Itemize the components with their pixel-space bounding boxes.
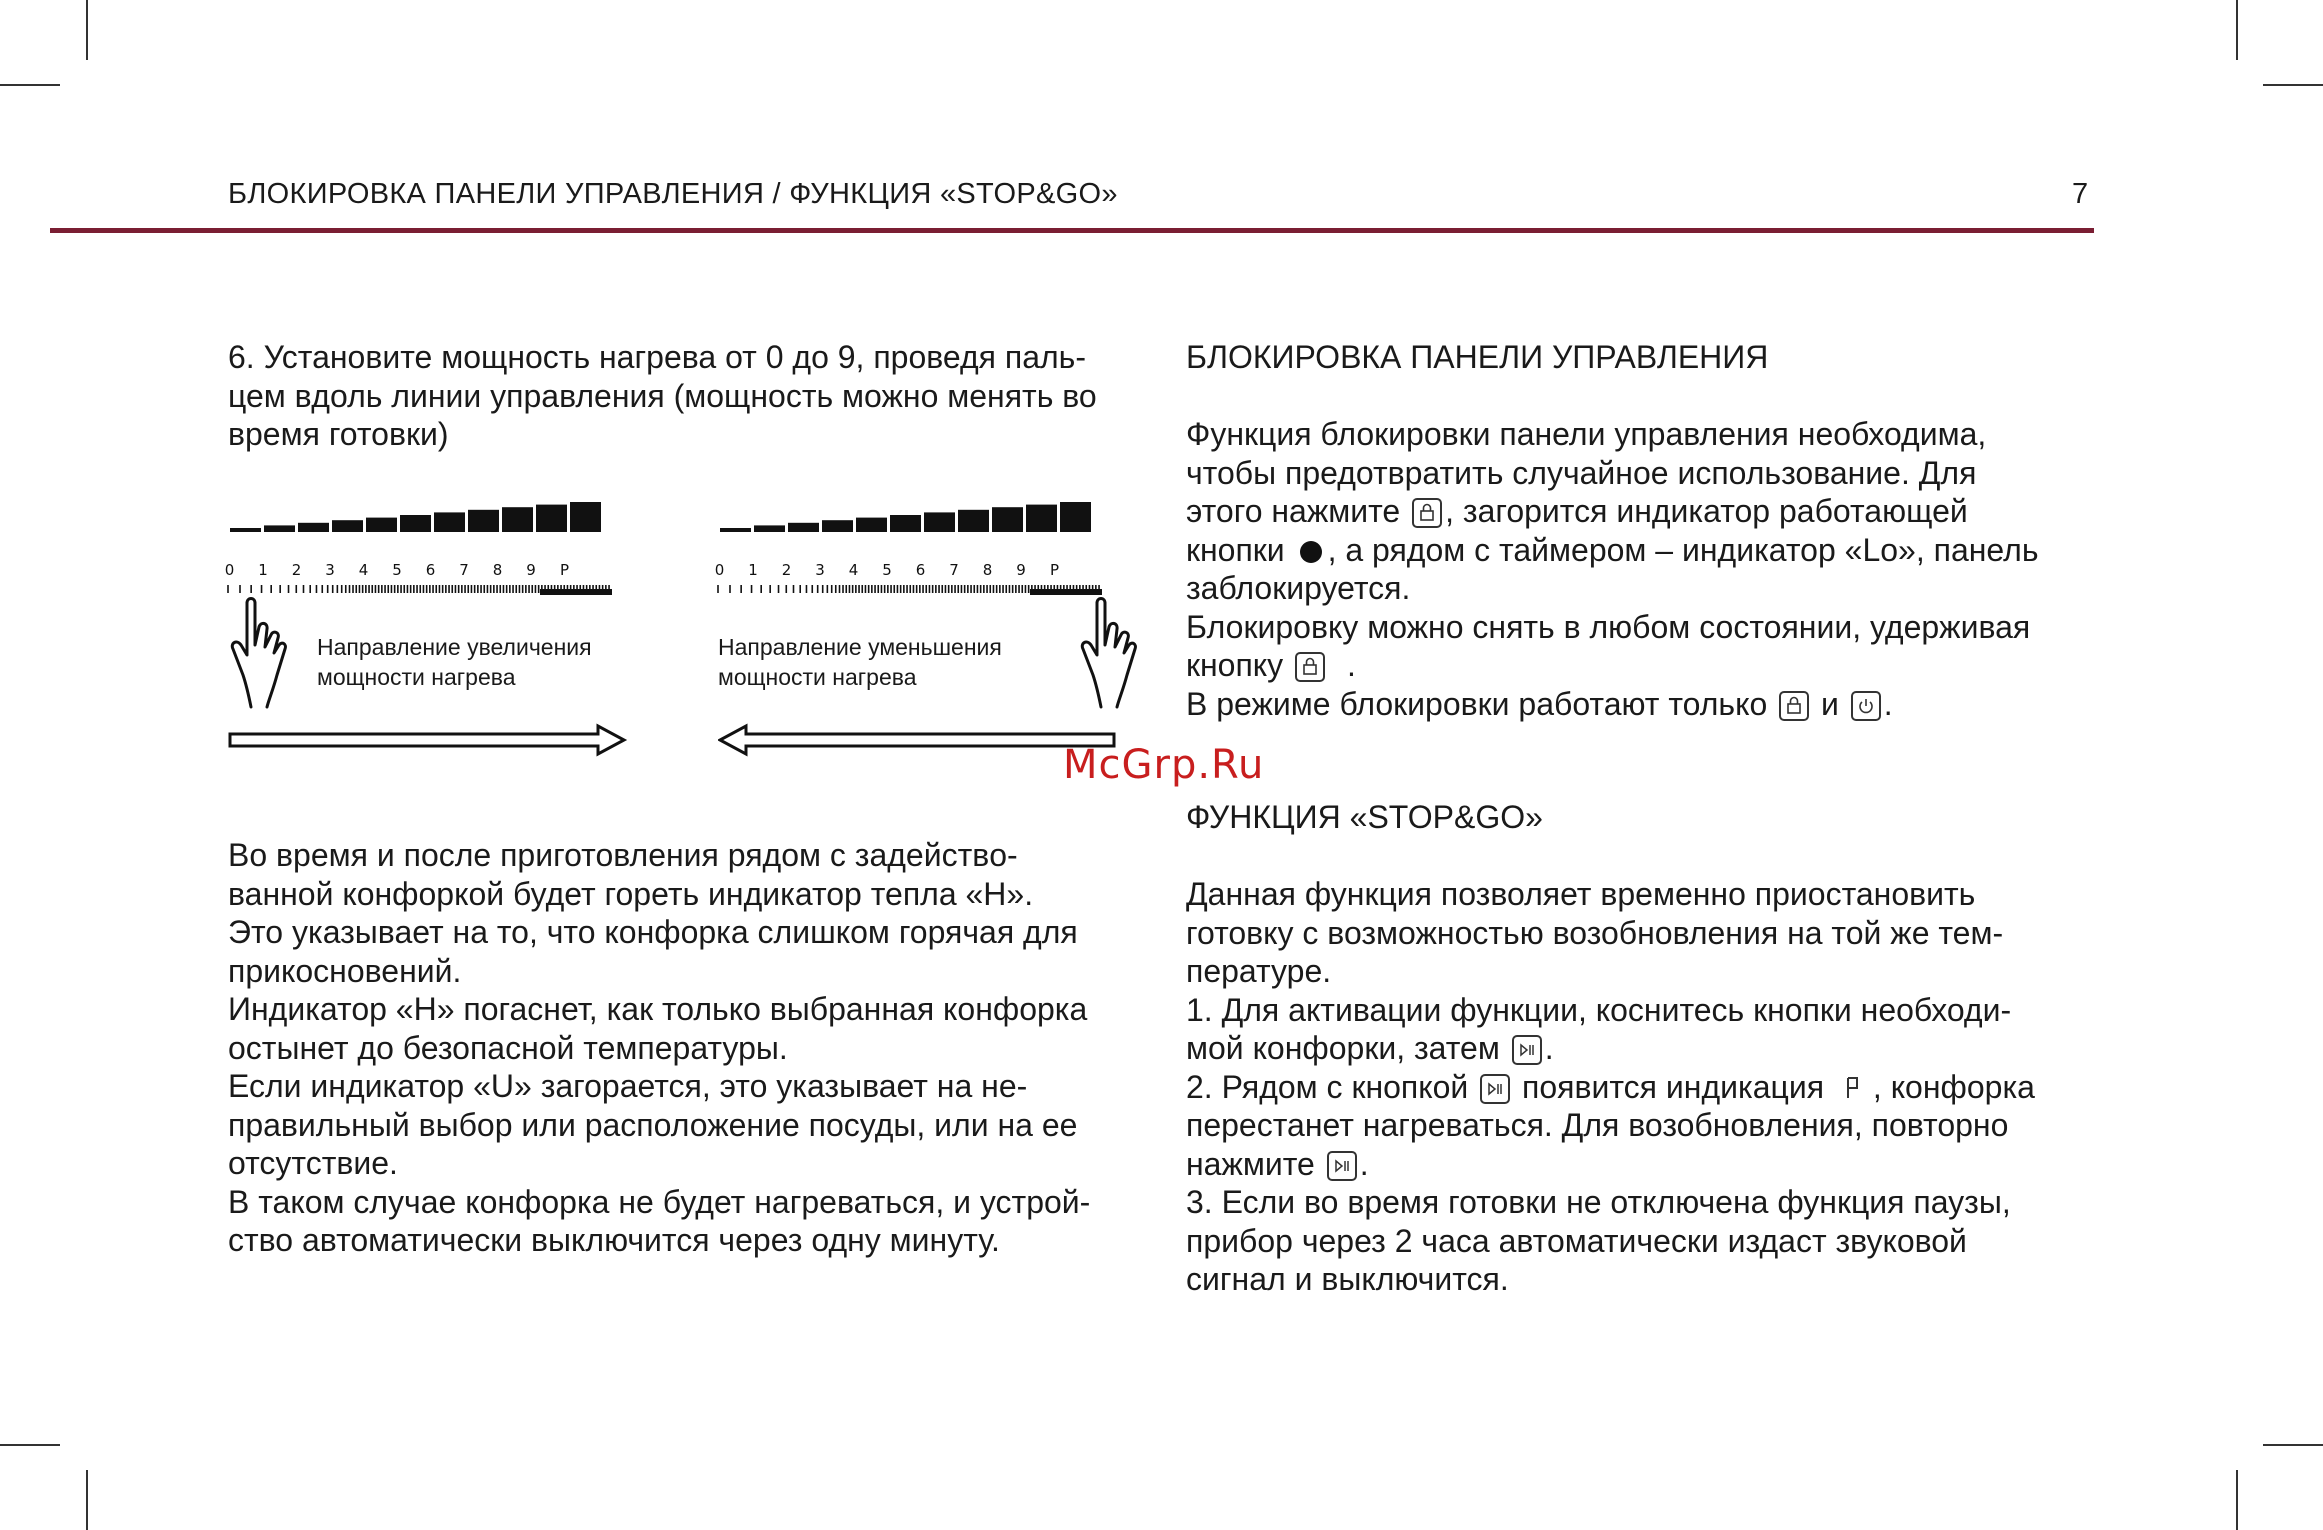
power-bar — [1060, 502, 1091, 532]
text-line: ванной конфоркой будет гореть индикатор тепла «H». — [228, 875, 1034, 912]
power-bar — [298, 523, 329, 532]
text-fragment: . — [1359, 1145, 1369, 1182]
pause-indicator-icon — [1843, 1074, 1863, 1102]
text-line: В таком случае конфорка не будет нагреваться, и устрой- — [228, 1183, 1091, 1220]
text-fragment: . — [1883, 685, 1893, 722]
scale-label: 2 — [291, 561, 303, 579]
power-bar — [856, 518, 887, 532]
lock-heading: БЛОКИРОВКА ПАНЕЛИ УПРАВЛЕНИЯ — [1186, 339, 1769, 375]
text-fragment: , загорится индикатор работающей — [1445, 493, 1968, 529]
scale-label: 0 — [224, 561, 236, 579]
scale-label: 5 — [392, 561, 403, 579]
scale-max-segment — [540, 589, 612, 595]
power-bar — [890, 515, 921, 532]
power-bar — [502, 507, 533, 532]
hand-icon — [225, 595, 295, 715]
crop-mark — [2236, 0, 2238, 60]
play-pause-icon — [1480, 1074, 1510, 1104]
text-line: отсутствие. — [228, 1145, 398, 1181]
crop-mark — [2236, 1470, 2238, 1530]
crop-mark — [0, 1444, 60, 1446]
power-bar — [468, 510, 499, 532]
power-bar — [332, 520, 363, 532]
power-bar — [754, 525, 785, 532]
text-line: Во время и после приготовления рядом с задействo- — [228, 837, 1018, 873]
header-rule — [50, 228, 2094, 233]
scale-label: 8 — [982, 561, 994, 579]
text-line: цем вдоль линии управления (мощность можно менять во — [228, 377, 1097, 414]
power-bar — [264, 525, 295, 532]
power-scale — [710, 555, 1130, 615]
scale-label: 9 — [1016, 561, 1027, 579]
hand-icon — [1075, 595, 1145, 715]
scale-label: 3 — [325, 561, 336, 579]
crop-mark — [2263, 1444, 2323, 1446]
text-line: Блокировку можно снять в любом состоянии, удерживая — [1186, 608, 2031, 645]
text-fragment: появится индикация — [1522, 1068, 1825, 1105]
text-line: прикосновений. — [228, 952, 462, 989]
text-fragment: кнопку — [1186, 647, 1284, 683]
lock-icon — [1779, 691, 1809, 721]
step6-paragraph — [228, 338, 1097, 454]
scale-label: 9 — [526, 561, 537, 579]
text-fragment: , конфорка — [1872, 1068, 2035, 1105]
scale-label: 4 — [358, 561, 370, 579]
crop-mark — [86, 1470, 88, 1530]
text-fragment: В режиме блокировки работают только — [1186, 685, 1768, 722]
caption-line: мощности нагрева — [718, 664, 917, 690]
scale-label: 1 — [258, 561, 269, 579]
text-fragment: . — [1544, 1030, 1554, 1066]
power-bar — [1026, 505, 1057, 532]
text-line — [1186, 1068, 2035, 1107]
text-line: 1. Для активации функции, коснитесь кнопки необходи- — [1186, 991, 2012, 1028]
text-line — [1186, 531, 2039, 570]
text-line: Данная функция позволяет временно приостановить — [1186, 876, 1976, 912]
text-line: пературе. — [1186, 953, 1332, 989]
lock-icon — [1295, 652, 1325, 682]
stopgo-heading: ФУНКЦИЯ «STOP&GO» — [1186, 799, 1543, 835]
power-bar — [788, 523, 819, 532]
text-line — [1186, 1145, 2035, 1184]
text-fragment: мой конфорки, затем — [1186, 1030, 1500, 1066]
power-bar — [822, 520, 853, 532]
text-line: чтобы предотвратить случайное использование. Для — [1186, 454, 1977, 491]
watermark: McGrp.Ru — [1063, 742, 1265, 788]
crop-mark — [0, 84, 60, 86]
text-line: 3. Если во время готовки не отключена функция паузы, — [1186, 1184, 2011, 1220]
scale-label: 0 — [714, 561, 726, 579]
power-bar — [992, 507, 1023, 532]
caption-line: Направление увеличения — [317, 634, 592, 660]
stopgo-paragraph — [1186, 875, 2035, 1299]
power-bar — [570, 502, 601, 532]
text-line: 6. Установите мощность нагрева от 0 до 9, проведя паль- — [228, 339, 1086, 375]
text-line: заблокируется. — [1186, 570, 1411, 606]
page-number: 7 — [2072, 178, 2089, 210]
text-fragment: этого нажмите — [1186, 493, 1401, 529]
power-bar — [230, 528, 261, 532]
text-line: Это указывает на то, что конфорка слишком горячая для — [228, 914, 1078, 950]
caption-line: Направление уменьшения — [718, 634, 1002, 660]
text-line: остынет до безопасной температуры. — [228, 1029, 788, 1066]
decrease-caption — [718, 632, 1002, 692]
text-line: Функция блокировки панели управления необходима, — [1186, 416, 1987, 452]
increase-caption — [317, 632, 592, 692]
text-fragment: 2. Рядом с кнопкой — [1186, 1068, 1469, 1105]
text-line — [1186, 685, 2039, 724]
power-bar — [720, 528, 751, 532]
text-fragment: , а рядом с таймером – индикатор «Lo», панель — [1327, 531, 2039, 568]
scale-label: 2 — [781, 561, 793, 579]
scale-label: 3 — [815, 561, 826, 579]
caption-line: мощности нагрева — [317, 664, 516, 690]
text-line: перестанет нагреваться. Для возобновления, повторно — [1186, 1107, 2009, 1143]
scale-label: P — [1049, 561, 1061, 579]
scale-label: 1 — [748, 561, 759, 579]
text-fragment: кнопки — [1186, 531, 1285, 568]
power-bar — [366, 518, 397, 532]
play-pause-icon — [1327, 1151, 1357, 1181]
text-fragment: . — [1346, 647, 1356, 683]
scale-label: 6 — [915, 561, 927, 579]
power-bar — [400, 515, 431, 532]
play-pause-icon — [1512, 1035, 1542, 1065]
scale-label: 7 — [949, 561, 960, 579]
power-icon — [1851, 691, 1881, 721]
lock-paragraph — [1186, 415, 2039, 723]
scale-label: 8 — [492, 561, 504, 579]
power-bar — [434, 512, 465, 532]
heat-indicator-paragraph — [228, 836, 1090, 1260]
text-line: готовку с возможностью возобновления на той же тем- — [1186, 914, 2004, 951]
power-bar — [924, 512, 955, 532]
text-line — [1186, 492, 2039, 531]
crop-mark — [86, 0, 88, 60]
indicator-dot-icon — [1300, 541, 1322, 563]
scale-label: 5 — [882, 561, 893, 579]
power-bar — [958, 510, 989, 532]
power-diagram-increase — [220, 500, 640, 760]
text-fragment: нажмите — [1186, 1145, 1315, 1182]
text-line: Индикатор «H» погаснет, как только выбранная конфорка — [228, 991, 1088, 1027]
text-line: сигнал и выключится. — [1186, 1261, 1509, 1297]
scale-label: 6 — [425, 561, 437, 579]
crop-mark — [2263, 84, 2323, 86]
text-line: правильный выбор или расположение посуды, или на ее — [228, 1106, 1078, 1143]
text-fragment: и — [1821, 685, 1839, 722]
text-line: прибор через 2 часа автоматически издаст звуковой — [1186, 1222, 1967, 1259]
power-bar — [536, 505, 567, 532]
text-line — [1186, 1029, 2035, 1068]
text-line: время готовки) — [228, 416, 449, 452]
text-line: Если индикатор «U» загорается, это указывает на не- — [228, 1068, 1028, 1104]
text-line: ство автоматически выключится через одну минуту. — [228, 1222, 1000, 1258]
header-title: БЛОКИРОВКА ПАНЕЛИ УПРАВЛЕНИЯ / ФУНКЦИЯ «STOP&GO» — [228, 178, 1118, 210]
scale-label: P — [559, 561, 571, 579]
power-diagram-decrease — [710, 500, 1150, 760]
arrow-right-icon — [228, 720, 628, 760]
lock-icon — [1412, 498, 1442, 528]
text-line — [1186, 646, 2039, 685]
scale-label: 4 — [848, 561, 860, 579]
scale-label: 7 — [459, 561, 470, 579]
